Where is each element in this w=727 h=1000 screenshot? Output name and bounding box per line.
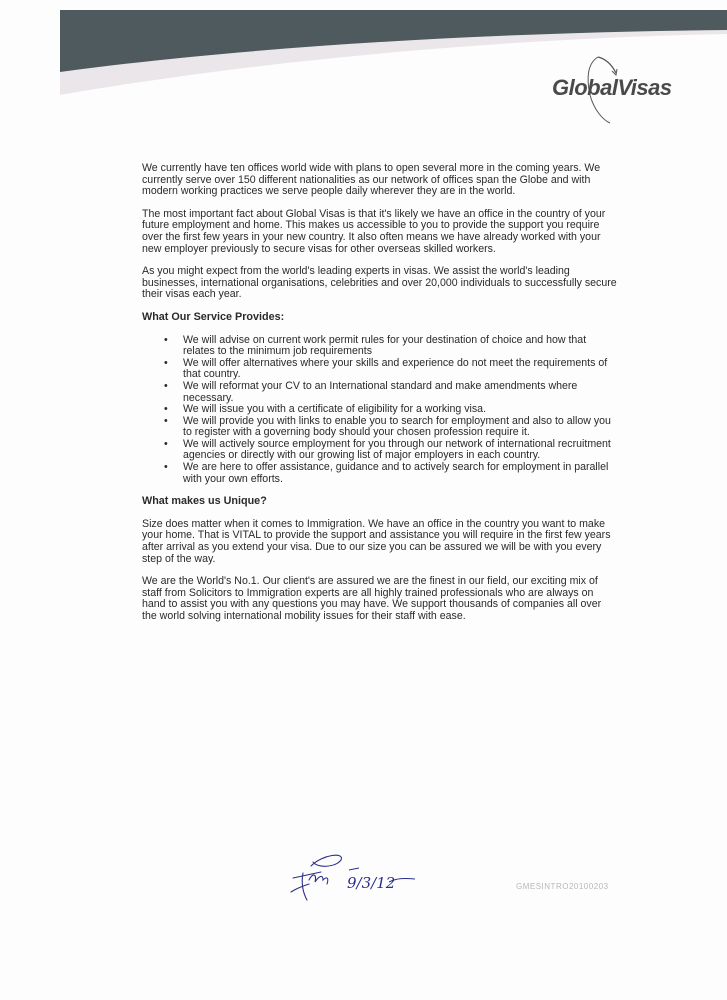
globalvisas-logo xyxy=(548,55,698,125)
service-text: We will offer alternatives where your skills and experience do not meet the requirements of that country. xyxy=(183,356,608,381)
service-item xyxy=(164,437,617,462)
services-list xyxy=(142,335,617,486)
service-text: We will reformat your CV to an International standard and make amendments where necessary. xyxy=(183,379,578,404)
service-item xyxy=(164,333,617,358)
service-item xyxy=(164,461,617,485)
handwritten-date: 9/3/12 xyxy=(347,874,396,892)
letter-body xyxy=(142,163,617,634)
handwritten-signature-and-date xyxy=(283,848,423,908)
document-reference-code: GMESINTRO20100203 xyxy=(516,882,609,891)
intro-paragraph: As you might expect from the world's leading experts in visas. We assist the world's leading businesses, international organisations, celebrities and over 20,000 individuals to successfully secure their visas each year. xyxy=(142,265,617,301)
service-item xyxy=(164,414,617,439)
unique-paragraph: We are the World's No.1. Our client's are assured we are the finest in our field, our exciting mix of staff from Solicitors to Immigration experts are all highly trained professionals who are always on hand to assist you with any questions you may have. We support thousands of companies all over the world solving international mobility issues for their staff with ease. xyxy=(142,575,602,622)
services-heading: What Our Service Provides: xyxy=(142,310,285,323)
service-text: We will advise on current work permit rules for your destination of choice and how that relates to the minimum job requirements xyxy=(183,333,587,358)
bullet-icon: • xyxy=(164,356,168,369)
brand-name: GlobalVisas xyxy=(552,75,672,100)
bullet-icon: • xyxy=(164,403,168,416)
service-text: We will provide you with links to enable you to search for employment and also to allow you to register with a governing body should your chosen profession require it. xyxy=(183,414,611,439)
intro-paragraph: We currently have ten offices world wide with plans to open several more in the coming years. We currently serve over 150 different nationalities as our network of offices span the Globe and with modern working practices we serve people daily wherever they are in the world. xyxy=(142,162,601,198)
bullet-icon: • xyxy=(164,437,168,450)
service-text: We will actively source employment for you through our network of international recruitment agencies or directly with our growing list of major employers in each country. xyxy=(183,437,611,462)
intro-paragraph: The most important fact about Global Visas is that it's likely we have an office in the country of your future employment and home. This makes us accessible to you to provide the support you require over the first few years in your new country. It also often means we have already worked with your new employer previously to secure visas for other overseas skilled workers. xyxy=(142,207,606,255)
bullet-icon: • xyxy=(164,379,168,392)
unique-heading: What makes us Unique? xyxy=(142,495,267,508)
unique-paragraph: Size does matter when it comes to Immigration. We have an office in the country you want to make your home. That is VITAL to provide the support and assistance you will require in the first few years after arrival as you extend your visa. Due to our size you can be assured we will be with you every step of the way. xyxy=(142,517,611,565)
service-item xyxy=(164,356,617,381)
service-text: We will issue you with a certificate of eligibility for a working visa. xyxy=(183,403,487,416)
service-item xyxy=(164,379,617,404)
bullet-icon: • xyxy=(164,414,168,427)
bullet-icon: • xyxy=(164,333,168,346)
service-text: We are here to offer assistance, guidance and to actively search for employment in parallel with your own efforts. xyxy=(183,461,609,485)
bullet-icon: • xyxy=(164,461,168,474)
